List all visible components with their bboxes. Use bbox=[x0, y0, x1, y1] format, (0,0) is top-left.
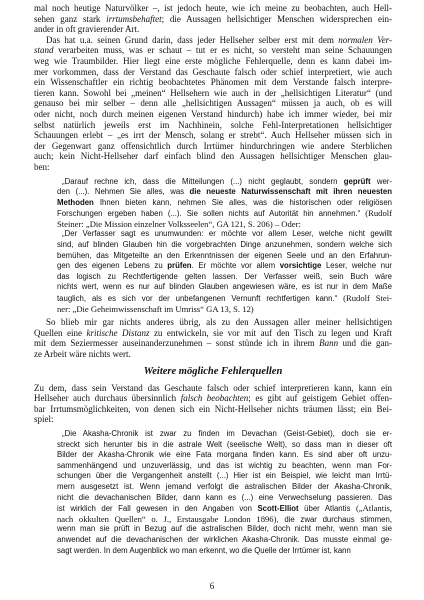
line-text bbox=[34, 414, 54, 424]
citation-text: („Atlantis, bbox=[355, 503, 392, 514]
text-run: mal noch heutige Naturvölker –, ist jedoch heute, wie ich meine zu beobachten, auch Hell- bbox=[34, 3, 392, 13]
citation-text: (Rudolf bbox=[365, 208, 392, 219]
text-line bbox=[34, 393, 392, 404]
line-text bbox=[34, 88, 392, 98]
line-text bbox=[57, 272, 392, 281]
italic-text: Bann bbox=[319, 338, 339, 349]
text-run: zu entwickeln, sie vor mit auf den Tisch zu legen und Kraft bbox=[149, 327, 393, 338]
text-run: ein Wissenschaftler ein richtig beobachtetes Phänomen mit dem Verstande falsch interpre- bbox=[34, 77, 392, 88]
text-line bbox=[34, 35, 392, 46]
text-run: So blieb mir gar nichts anderes übrig, als zu den Aussagen aller meiner hellsichtigen bbox=[46, 317, 392, 328]
text-run: auch; kein Nicht-Hellseher darf einfach blind den Aussagen hellsichtiger Menschen glau- bbox=[34, 151, 392, 162]
text-run: Ihnen bieten kann, nehmen Sie alles, was die historischen oder religiösen bbox=[93, 197, 392, 207]
text-line bbox=[57, 546, 392, 557]
text-run: sehen ganz stark bbox=[34, 13, 107, 24]
line-text bbox=[57, 524, 392, 533]
text-run: den (...). Nehmen Sie alles, was bbox=[57, 187, 190, 197]
text-run: oder nicht, noch durch meinen eigenen Verstand hindurch) habe ich immer wieder, bei mir bbox=[34, 108, 392, 119]
line-text bbox=[34, 98, 392, 108]
text-run: anwendet auf die devachanischen der wirklichen Akasha-Chronik. Das musste einmal ge- bbox=[57, 534, 392, 544]
line-text bbox=[34, 141, 392, 151]
text-line bbox=[34, 109, 392, 120]
line-text bbox=[57, 251, 392, 260]
line-text bbox=[57, 471, 392, 480]
line-text bbox=[34, 383, 392, 393]
text-line bbox=[57, 429, 392, 440]
line-text bbox=[57, 198, 392, 207]
line-text bbox=[57, 515, 392, 524]
text-line bbox=[34, 120, 392, 131]
text-run: ist wirklich der Fall gewesen in den Angaben von bbox=[57, 504, 258, 514]
text-run: ben: bbox=[34, 161, 50, 172]
paragraph bbox=[34, 35, 392, 173]
text-run: verarbeiten muss, was er schaut – tut er es nicht, so versteht man seine Schauungen bbox=[53, 45, 392, 56]
paragraph bbox=[34, 3, 392, 35]
line-text bbox=[34, 338, 392, 348]
text-line bbox=[34, 404, 392, 415]
text-line bbox=[57, 177, 392, 188]
text-run: ander in oft gravierender Art. bbox=[34, 24, 140, 35]
text-run: nichts wert, wenn es nur auf blinden Glauben angewiesen wäre, es ist nur in dem Maße bbox=[57, 282, 392, 292]
text-run: bar Irrtumsmöglichkeiten, von denen sich ein Nicht-Hellseher nichts träumen lässt; ein Bei- bbox=[34, 403, 392, 414]
line-text bbox=[34, 109, 392, 119]
line-text bbox=[34, 328, 392, 338]
line-text bbox=[34, 77, 392, 87]
line-text bbox=[57, 187, 392, 196]
text-line bbox=[57, 240, 392, 251]
text-line bbox=[34, 414, 392, 425]
text-line bbox=[57, 282, 392, 293]
line-text bbox=[62, 177, 392, 186]
text-run: ; die Aussagen hellsichtiger Menschen widersprechen ein- bbox=[161, 13, 392, 24]
line-text bbox=[57, 282, 392, 291]
text-line bbox=[57, 261, 392, 272]
text-line bbox=[34, 3, 392, 14]
bold-text: geprüft bbox=[343, 176, 371, 186]
line-text bbox=[57, 482, 392, 491]
line-text bbox=[57, 220, 301, 229]
text-line bbox=[34, 67, 392, 78]
text-line bbox=[34, 317, 392, 328]
line-text bbox=[34, 67, 392, 77]
text-run: . Er möchte vor allem bbox=[191, 261, 280, 271]
bold-text: Methoden bbox=[57, 197, 94, 207]
line-text bbox=[46, 317, 392, 327]
citation-text: Steiner: „Die Mission einzelner Volksseelen“, GA 121, S. 206) – Oder: bbox=[57, 218, 301, 229]
text-line bbox=[57, 208, 392, 219]
text-run: wer- bbox=[370, 176, 392, 186]
text-run: sind, auf blinden Glauben hin die vorgebrachten Dinge anzunehmen, sondern welche sich bbox=[57, 240, 392, 250]
italic-text: kritische Distanz bbox=[86, 327, 150, 338]
line-text bbox=[57, 493, 392, 502]
text-run: schungen über die Vergangenheit anstellt (...) Hier ist ein Beispiel, wie leicht man Irrtü- bbox=[57, 471, 392, 481]
text-run: wenn man sie prüft in Bezug auf die astralischen Bilder, doch nicht mehr, wenn man sie bbox=[57, 524, 392, 534]
quotation bbox=[57, 429, 392, 556]
text-line bbox=[34, 141, 392, 152]
line-text bbox=[57, 209, 392, 218]
line-text bbox=[34, 393, 392, 403]
text-line bbox=[57, 251, 392, 262]
text-line bbox=[34, 130, 392, 141]
text-run: mer vorkommen, dass der Verstand das Geschaute falsch oder schief interpretiert, wie auch bbox=[34, 66, 392, 77]
line-text bbox=[34, 349, 131, 359]
italic-text: irrtumsbehaftet bbox=[106, 13, 162, 24]
text-run: Schauungen erlebt – „es irrt der Mensch, solang er strebt“. Auch Hellseher müssen sich in bbox=[34, 130, 392, 141]
text-line bbox=[34, 338, 392, 349]
paragraph bbox=[34, 383, 392, 425]
text-line bbox=[34, 56, 392, 67]
text-line bbox=[34, 349, 392, 360]
text-run: sagt werden. In dem Augenblick wo man erkennt, wo die Quelle der Irrtümer ist, kann bbox=[57, 545, 351, 555]
italic-text: normalen Ver- bbox=[338, 34, 393, 45]
text-line bbox=[57, 524, 392, 535]
text-run: mern ausgesetzt ist. Wenn jemand verfolgt die astralischen Bilder der Akasha-Chronik, bbox=[57, 481, 392, 491]
bold-text: die neueste Naturwissenschaft mit ihren neuesten bbox=[189, 187, 392, 197]
text-line bbox=[34, 383, 392, 394]
paragraph bbox=[34, 317, 392, 359]
quotation bbox=[57, 177, 392, 230]
text-line bbox=[57, 293, 392, 304]
text-line bbox=[57, 304, 392, 315]
text-run: Leser, welche nur bbox=[321, 261, 392, 271]
text-line bbox=[57, 471, 392, 482]
text-line bbox=[34, 162, 392, 173]
text-line bbox=[57, 440, 392, 451]
text-run: „Die Akasha-Chronik ist zwar zu finden im Devachan (Geist-Gebiet), doch sie er- bbox=[62, 428, 392, 438]
text-line bbox=[57, 503, 392, 514]
text-line bbox=[57, 198, 392, 209]
text-run: tauglich, als es sich vor der unbefangenen Vernunft rechtfertigen kann.“ bbox=[57, 294, 344, 304]
text-run: weg wie Traumbilder. Hier liegt eine erste mögliche Fehlerquelle, denn es kann dabei im- bbox=[34, 55, 392, 66]
line-text bbox=[34, 24, 139, 34]
line-text bbox=[34, 120, 392, 130]
line-text bbox=[57, 440, 392, 449]
text-run: genauso bei mir selber – denn alle „hellsichtigen Aussagen“ müssen ja auch, ob es will bbox=[34, 98, 392, 109]
line-text bbox=[57, 504, 392, 513]
line-text bbox=[34, 162, 50, 172]
text-run: Bilder der Akasha-Chronik wie eine Fata morgana finden kann. Es sind aber oft unzu- bbox=[57, 450, 392, 460]
text-line bbox=[57, 535, 392, 546]
line-text bbox=[57, 535, 392, 544]
line-text bbox=[34, 45, 392, 55]
quotation bbox=[57, 229, 392, 314]
line-text bbox=[62, 229, 392, 238]
text-run: Forschungen ergeben haben (...). Sie sollen nichts auf Autorität hin annehmen.“ bbox=[57, 209, 366, 219]
text-run: , die zwar durchaus stimmen, bbox=[276, 514, 392, 524]
page-number: 6 bbox=[209, 581, 215, 591]
text-line bbox=[57, 514, 392, 525]
italic-text: falsch beobachten bbox=[180, 393, 249, 404]
text-run: und die gan- bbox=[338, 338, 392, 349]
text-line bbox=[34, 45, 392, 56]
text-run: Quellen eine bbox=[34, 327, 87, 338]
text-run: selbst natürlich jeweils erst im Nachhinein, solche Fehl-Interpretationen hellsichtiger bbox=[34, 119, 392, 130]
text-run: das logisch zu Rechtfertigende gelten lassen. Der Verfasser weiß, sein Buch wäre bbox=[57, 271, 392, 281]
text-run: gen des eigenen Lebens zu bbox=[57, 261, 168, 271]
text-run: sammenhängend und unzuverlässig, und das ist wichtig zu beachten, wenn man For- bbox=[57, 460, 392, 470]
text-line bbox=[57, 450, 392, 461]
citation-text: ner: „Die Geheimwissenschaft im Umriss“ GA 13, S. 12) bbox=[57, 303, 254, 314]
text-run: ze Arbeit wäre nichts wert. bbox=[34, 349, 131, 359]
text-line bbox=[57, 187, 392, 198]
document-page bbox=[34, 3, 392, 556]
text-run: bemühen, das Mitgeteilte an den Erkenntnissen der eigenen Seele und an den Erfahrun- bbox=[57, 250, 392, 260]
line-text bbox=[34, 14, 392, 24]
text-run: über Atlantis bbox=[298, 504, 356, 514]
text-run: Hellseher auch durchaus übersinnlich bbox=[34, 393, 181, 404]
text-line bbox=[34, 151, 392, 162]
text-run: tieren kann. Sowohl bei „meinen“ Hellsehern wie auch in der „hellsichtigen Literatur“ (und bbox=[34, 87, 392, 98]
text-line bbox=[34, 328, 392, 339]
line-text bbox=[34, 3, 392, 13]
text-line bbox=[57, 493, 392, 504]
section-heading: Weitere mögliche Fehlerquellen bbox=[143, 365, 283, 377]
line-text bbox=[34, 130, 392, 140]
text-run: „Der Verfasser sagt es unumwunden: er möchte vor allem Leser, welche nicht gewillt bbox=[62, 229, 392, 239]
text-line bbox=[57, 229, 392, 240]
bold-text: Scott-Elliot bbox=[257, 504, 299, 514]
line-text bbox=[57, 294, 392, 303]
text-run: ; es gibt auf geistigem Gebiet offen- bbox=[248, 393, 393, 404]
text-run: spiel: bbox=[34, 414, 54, 425]
citation-text: (Rudolf Stei- bbox=[343, 293, 392, 304]
line-text bbox=[57, 261, 392, 270]
line-text bbox=[34, 404, 392, 414]
text-run: Das hat u.a. seinen Grund darin, dass jeder Hellseher selber erst mit dem bbox=[46, 34, 339, 45]
text-run: Zu dem, dass sein Verstand das Geschaute falsch oder schief interpretieren kann, kann ein bbox=[34, 382, 392, 393]
italic-text: stand bbox=[34, 45, 54, 56]
line-text bbox=[57, 461, 392, 470]
line-text bbox=[57, 546, 351, 555]
text-run: mit dem Seziermesser auseinanderzunehmen – sonst stünde ich in ihrem bbox=[34, 338, 320, 349]
text-run: streckt sich herunter bis in die astrale Welt (seelische Welt), so dass man in dieser oft bbox=[57, 439, 392, 449]
text-run: der Gegenwart ganz offensichtlich durch Irrtümer hindurchringen wie andere Sterblichen bbox=[34, 140, 392, 151]
line-text bbox=[34, 56, 392, 66]
text-line bbox=[34, 14, 392, 25]
text-line bbox=[34, 77, 392, 88]
text-line bbox=[34, 98, 392, 109]
line-text bbox=[34, 151, 392, 161]
text-run: nicht die devachanischen Bilder, dann kann es (...) eine Verwechselung passieren. Das bbox=[57, 492, 392, 502]
text-line bbox=[34, 88, 392, 99]
line-text bbox=[62, 429, 392, 438]
text-line bbox=[34, 24, 392, 35]
text-line bbox=[57, 482, 392, 493]
citation-text: nach okkulten Quellen“ o. J., Erstausgabe London 1896) bbox=[57, 513, 277, 524]
text-line bbox=[57, 461, 392, 472]
bold-text: prüfen bbox=[167, 261, 192, 271]
line-text bbox=[46, 35, 392, 45]
bold-text: vorsichtige bbox=[279, 261, 322, 271]
text-run: „Darauf rechne ich, dass die Mitteilungen (...) nicht geglaubt, sondern bbox=[62, 176, 344, 186]
text-line bbox=[57, 272, 392, 283]
line-text bbox=[57, 305, 254, 314]
line-text bbox=[57, 240, 392, 249]
text-line bbox=[57, 219, 392, 230]
line-text bbox=[57, 450, 392, 459]
